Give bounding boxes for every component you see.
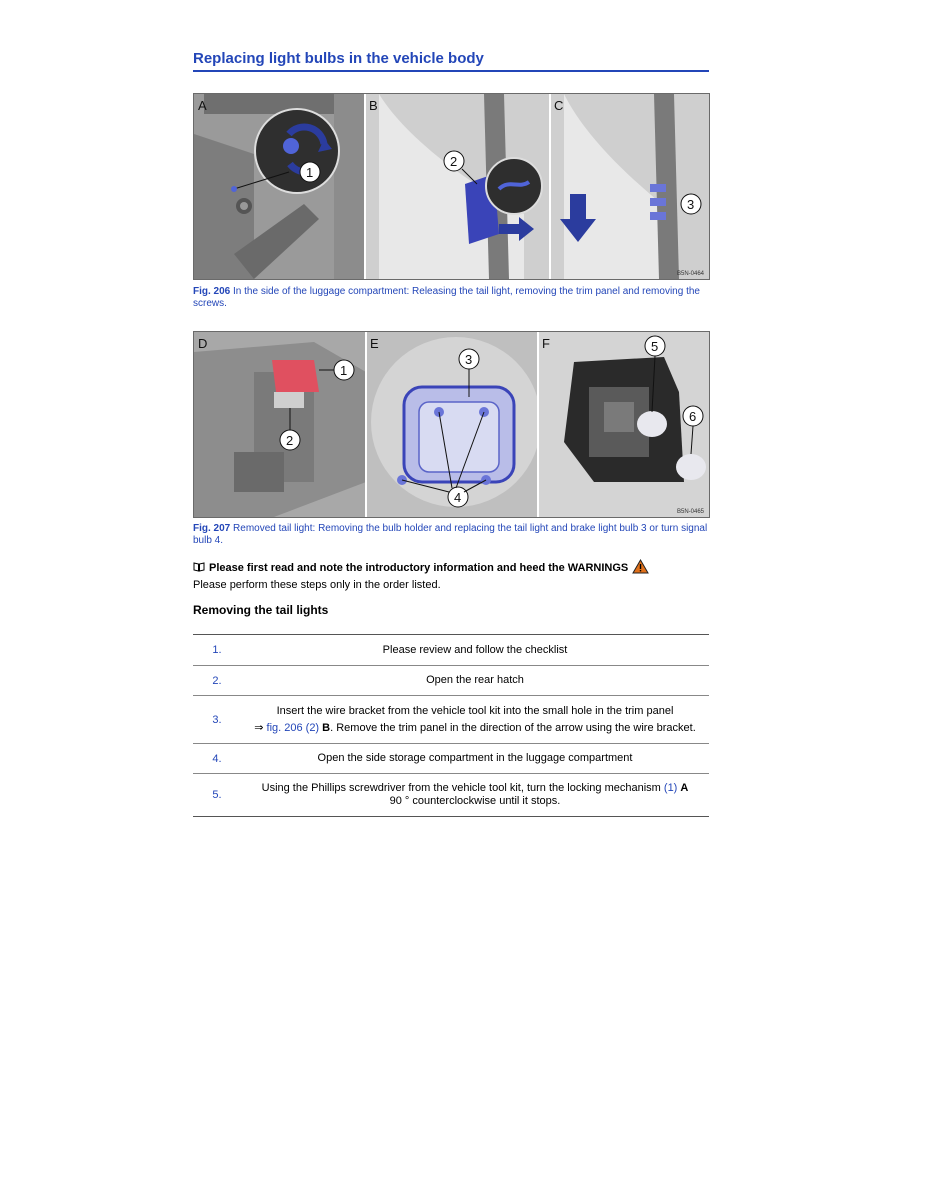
figure-206-image <box>193 93 710 280</box>
callout-link[interactable]: (1) <box>663 782 678 794</box>
callout-2-b: 2 <box>450 154 458 169</box>
step-text-part: 90 ° counterclockwise until it stops. <box>389 795 561 807</box>
table-row <box>193 696 709 744</box>
step-number: 3. <box>193 696 241 744</box>
panel-label-b: B <box>369 98 378 113</box>
figure-link[interactable]: fig. 206 (2) <box>266 721 320 734</box>
steps-table <box>193 634 709 817</box>
table-row <box>193 744 709 774</box>
step-text: Open the side storage compartment in the luggage compartment <box>241 744 709 774</box>
table-row <box>193 774 709 817</box>
step-text <box>241 774 709 817</box>
book-icon <box>193 562 205 575</box>
callout-4-e: 4 <box>454 490 462 505</box>
warnings-notice <box>193 559 649 577</box>
callout-1-d: 1 <box>340 363 348 378</box>
step-text: Please review and follow the checklist <box>241 635 709 666</box>
panel-label-c: C <box>554 98 564 113</box>
step-text-part: . Remove the trim panel in the direction of the arrow using the wire bracket. <box>330 721 696 734</box>
callout-1-a: 1 <box>306 165 314 180</box>
step-text <box>241 696 709 744</box>
callout-2-d: 2 <box>286 433 294 448</box>
section-heading: Removing the tail lights <box>193 603 329 617</box>
figure-207-image <box>193 331 710 518</box>
arrow-icon: ⇒ <box>254 721 264 734</box>
callout-6-f: 6 <box>689 409 697 424</box>
step-text-part: Using the Phillips screwdriver from the vehicle tool kit, turn the locking mechanism <box>261 782 664 794</box>
callout-5-f: 5 <box>651 339 659 354</box>
notice-text: Please first read and note the introductory information and heed the WARNINGS <box>209 562 629 574</box>
step-bold: A <box>680 782 689 794</box>
step-number: 2. <box>193 666 241 696</box>
step-number: 1. <box>193 635 241 666</box>
panel-c <box>550 94 709 279</box>
page-title: Replacing light bulbs in the vehicle body <box>193 50 709 72</box>
panel-b <box>365 94 550 279</box>
intro-text: Please perform these steps only in the order listed. <box>193 579 441 591</box>
step-bold: B <box>322 721 331 734</box>
figure-code: B5N-0464 <box>677 271 705 277</box>
step-text-part: Insert the wire bracket from the vehicle tool kit into the small hole in the trim panel <box>276 704 674 717</box>
caption-text: Removed tail light: Removing the bulb holder and replacing the tail light and brake light bulb 3 or turn signal bulb 4. <box>193 523 708 546</box>
figure-206-caption <box>193 286 713 310</box>
caption-text: In the side of the luggage compartment: Releasing the tail light, removing the trim panel and removing the screws. <box>193 286 700 309</box>
panel-d <box>194 332 366 517</box>
figure-ref: Fig. 206 <box>193 286 231 297</box>
figure-207-caption <box>193 523 713 547</box>
panel-f <box>538 332 709 517</box>
panel-label-f: F <box>542 336 550 351</box>
step-number: 4. <box>193 744 241 774</box>
step-text: Open the rear hatch <box>241 666 709 696</box>
panel-label-a: A <box>198 98 207 113</box>
callout-3-e: 3 <box>465 352 473 367</box>
panel-e <box>366 332 541 517</box>
panel-label-d: D <box>198 336 208 351</box>
figure-ref: Fig. 207 <box>193 523 231 534</box>
panel-a <box>194 94 365 279</box>
step-number: 5. <box>212 789 222 801</box>
table-row <box>193 635 709 666</box>
panel-label-e: E <box>370 336 379 351</box>
warning-triangle-icon <box>632 559 649 577</box>
callout-3-c: 3 <box>687 197 695 212</box>
figure-code: B5N-0465 <box>677 509 705 515</box>
table-row <box>193 666 709 696</box>
